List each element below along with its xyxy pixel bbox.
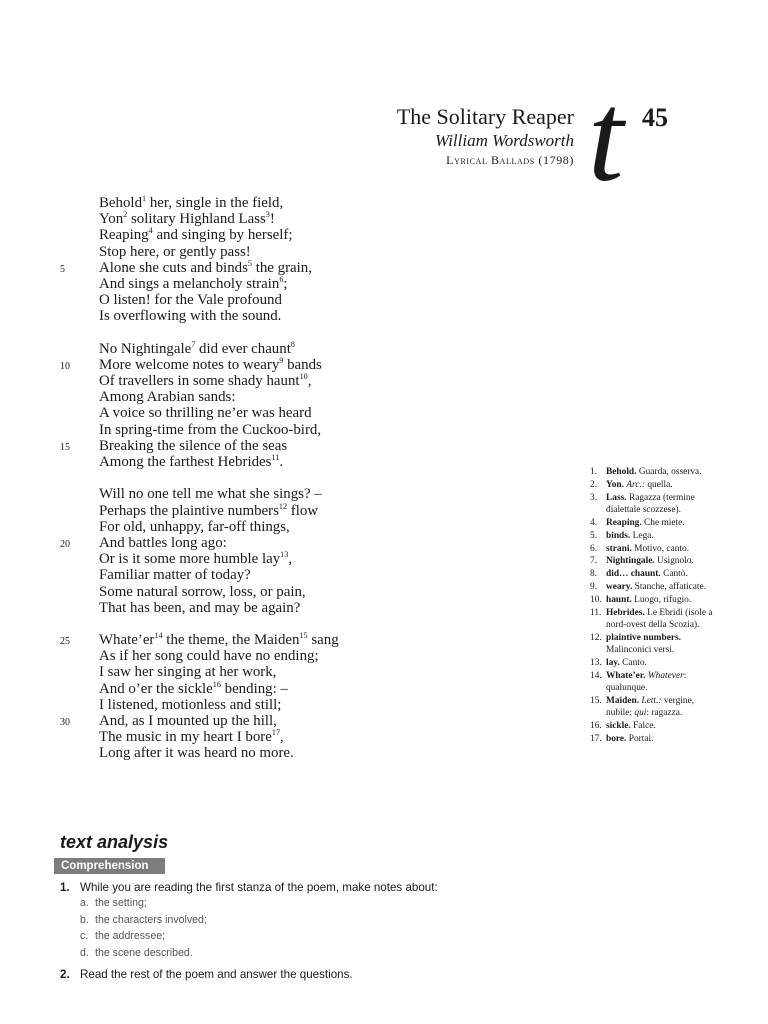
question-1-item bbox=[80, 945, 207, 962]
line-text: Is overflowing with the sound. bbox=[99, 308, 282, 325]
line-text: That has been, and may be again? bbox=[99, 599, 301, 616]
footnote-ref: 4 bbox=[148, 226, 153, 236]
footnote-number: 14. bbox=[590, 670, 602, 681]
footnote-ref: 16 bbox=[212, 679, 221, 689]
footnote-gloss: Che miete. bbox=[641, 517, 685, 528]
poem-line bbox=[99, 503, 539, 519]
footnote-ref: 8 bbox=[290, 339, 295, 349]
item-text: the addressee; bbox=[95, 930, 166, 942]
line-text: Familiar matter of today? bbox=[99, 567, 251, 584]
poem-line bbox=[99, 292, 539, 308]
footnote-headword: bore. bbox=[606, 733, 627, 744]
poem-line bbox=[99, 519, 539, 535]
poem-line bbox=[99, 308, 539, 324]
line-text: No Nightingale bbox=[99, 340, 192, 357]
footnote bbox=[590, 670, 716, 694]
poem-line bbox=[99, 567, 539, 583]
footnote-body bbox=[606, 466, 716, 478]
line-text: The music in my heart I bore bbox=[99, 729, 272, 746]
line-text: . bbox=[279, 454, 284, 470]
question-1 bbox=[60, 880, 438, 895]
footnote-gloss: Lega. bbox=[630, 530, 654, 541]
poem-body bbox=[60, 194, 539, 762]
footnote-number: 12. bbox=[590, 632, 602, 643]
footnote-headword: sickle. bbox=[606, 720, 631, 731]
line-text: I saw her singing at her work, bbox=[99, 664, 277, 681]
item-letter: c. bbox=[80, 930, 89, 942]
line-text: ! bbox=[269, 211, 275, 228]
footnote-ref: 13 bbox=[280, 550, 289, 560]
footnote-ref: 17 bbox=[271, 728, 281, 738]
section-title bbox=[60, 830, 168, 854]
footnote-body bbox=[606, 657, 716, 669]
footnote-gloss: quella. bbox=[644, 479, 673, 490]
line-text: sang bbox=[307, 632, 339, 649]
footnote bbox=[590, 581, 716, 593]
footnote bbox=[590, 555, 716, 567]
section-title-analysis: analysis bbox=[97, 832, 169, 852]
footnote-body bbox=[606, 568, 716, 580]
footnote bbox=[590, 632, 716, 656]
line-text: Perhaps the plaintive numbers bbox=[99, 502, 279, 519]
footnote-headword: Hebrides. bbox=[606, 608, 645, 618]
footnote-ref: 6 bbox=[279, 274, 284, 284]
question-2-number: 2. bbox=[60, 968, 70, 981]
line-text: Or is it some more humble lay bbox=[99, 551, 281, 568]
poem-line bbox=[99, 276, 539, 292]
footnote-gloss: Portai. bbox=[626, 733, 654, 744]
footnote bbox=[590, 466, 716, 478]
poem-line bbox=[60, 355, 539, 373]
question-2 bbox=[60, 967, 353, 982]
footnote-body bbox=[606, 555, 716, 567]
line-text: Behold bbox=[99, 195, 143, 211]
footnote-body bbox=[606, 607, 716, 631]
line-text: Stop here, or gently pass! bbox=[99, 243, 251, 260]
poem-line bbox=[99, 745, 539, 761]
item-text: the setting; bbox=[95, 897, 147, 909]
footnote-gloss: Whatever bbox=[647, 670, 684, 681]
line-text: Long after it was heard no more. bbox=[99, 745, 294, 762]
footnote bbox=[590, 479, 716, 491]
footnote-headword: Behold. bbox=[606, 467, 637, 477]
footnote-body bbox=[606, 720, 716, 732]
footnote-gloss: : ragazza. bbox=[646, 707, 683, 718]
line-text: Some natural sorrow, loss, or pain, bbox=[99, 583, 306, 600]
footnote-headword: Lass. bbox=[606, 492, 627, 503]
line-text: And sings a melancholy strain bbox=[99, 275, 280, 292]
poem-line bbox=[99, 486, 539, 502]
line-text: A voice so thrilling ne’er was heard bbox=[99, 405, 312, 422]
line-text: Of travellers in some shady haunt bbox=[99, 373, 300, 390]
poem-line bbox=[99, 422, 539, 438]
footnote-body bbox=[606, 543, 716, 555]
line-text: , bbox=[288, 551, 293, 568]
poem-line bbox=[99, 584, 539, 600]
line-text: Alone she cuts and binds bbox=[99, 259, 248, 276]
footnote-ref: 11 bbox=[271, 453, 280, 463]
line-text: And battles long ago: bbox=[99, 534, 227, 551]
footnote bbox=[590, 543, 716, 555]
footnote-ref: 12 bbox=[278, 501, 288, 511]
line-number: 10 bbox=[60, 360, 70, 372]
line-text: bands bbox=[283, 356, 322, 373]
footnote-body bbox=[606, 695, 716, 719]
footnote-gloss: qui bbox=[634, 707, 647, 718]
footnote-body bbox=[606, 733, 716, 745]
footnote bbox=[590, 568, 716, 580]
footnote-body bbox=[606, 517, 716, 529]
poem-line bbox=[99, 697, 539, 713]
footnote-ref: 1 bbox=[142, 194, 147, 204]
footnote-gloss: Guarda, osserva. bbox=[636, 467, 702, 477]
footnote-gloss: Le Ebridi (isole a nord-ovest della Scozia). bbox=[606, 608, 713, 631]
footnote-gloss: Luogo, rifugio. bbox=[631, 595, 692, 606]
line-text: bending: – bbox=[220, 680, 288, 697]
section-title-text: text bbox=[60, 832, 93, 852]
footnote-ref: 10 bbox=[299, 372, 308, 382]
footnote-headword: binds. bbox=[606, 530, 631, 541]
footnote bbox=[590, 733, 716, 745]
poem-title: The Solitary Reaper bbox=[396, 104, 574, 129]
footnote-body bbox=[606, 479, 716, 491]
footnote-number: 4. bbox=[590, 517, 598, 528]
footnote-gloss: Falce. bbox=[630, 720, 656, 731]
footnote-headword: lay. bbox=[606, 657, 620, 668]
poem-line bbox=[60, 258, 539, 276]
poem-line bbox=[99, 405, 539, 421]
footnote-ref: 14 bbox=[154, 631, 163, 641]
line-text: solitary Highland Lass bbox=[127, 211, 266, 228]
footnote bbox=[590, 607, 716, 631]
footnote-gloss: vergine, nubile; bbox=[606, 695, 695, 718]
line-number: 5 bbox=[60, 263, 65, 275]
line-text: O listen! for the Vale profound bbox=[99, 292, 282, 309]
line-text: her, single in the field, bbox=[146, 195, 284, 211]
line-text: Among Arabian sands: bbox=[99, 389, 236, 406]
question-1-item bbox=[80, 895, 207, 912]
poem-line bbox=[99, 389, 539, 405]
poem-line bbox=[99, 211, 539, 227]
stanza-gap bbox=[99, 325, 539, 341]
line-text: ; bbox=[283, 275, 288, 292]
footnote-number: 17. bbox=[590, 733, 602, 744]
line-text: did ever chaunt bbox=[195, 340, 291, 357]
footnote-number: 11. bbox=[590, 608, 602, 618]
line-number: 25 bbox=[60, 636, 70, 648]
footnote-ref: 15 bbox=[299, 631, 308, 641]
poem-line bbox=[99, 454, 539, 470]
poem-line bbox=[99, 664, 539, 680]
poem-line bbox=[99, 551, 539, 567]
footnote-headword: strani. bbox=[606, 543, 632, 554]
poem-line bbox=[99, 648, 539, 664]
footnote bbox=[590, 720, 716, 732]
footnote-number: 8. bbox=[590, 569, 598, 580]
poem-line bbox=[99, 681, 539, 697]
line-text: , bbox=[307, 373, 312, 390]
item-text: the characters involved; bbox=[95, 913, 207, 926]
footnote-gloss: Motivo, canto. bbox=[631, 543, 690, 554]
stanza-gap bbox=[99, 470, 539, 486]
footnote-body bbox=[606, 632, 716, 656]
question-1-items bbox=[80, 895, 207, 961]
footnote bbox=[590, 517, 716, 529]
item-text: the scene described. bbox=[95, 946, 193, 959]
line-text: More welcome notes to weary bbox=[99, 356, 280, 373]
footnote-body bbox=[606, 492, 716, 516]
footnote-headword: Whate’er. bbox=[606, 670, 646, 681]
line-number: 20 bbox=[60, 538, 70, 550]
comprehension-badge: Comprehension bbox=[54, 858, 165, 874]
footnote bbox=[590, 594, 716, 606]
item-letter: d. bbox=[80, 946, 89, 959]
line-text: flow bbox=[287, 502, 319, 519]
line-text: Will no one tell me what she sings? – bbox=[99, 486, 322, 503]
poem-line bbox=[60, 713, 539, 729]
line-text: In spring-time from the Cuckoo-bird, bbox=[99, 421, 322, 438]
footnote-number: 6. bbox=[590, 543, 598, 554]
line-text: the grain, bbox=[251, 259, 312, 276]
question-2-text: Read the rest of the poem and answer the questions. bbox=[80, 968, 353, 981]
poem-line bbox=[99, 729, 539, 745]
line-text: I listened, motionless and still; bbox=[99, 696, 282, 713]
footnote-gloss: Ragazza (termine dialettale scozzese). bbox=[606, 492, 695, 515]
poem-source: Lyrical Ballads (1798) bbox=[446, 153, 574, 167]
poem-line bbox=[99, 244, 539, 260]
footnote-number: 3. bbox=[590, 492, 598, 503]
poem-line bbox=[99, 600, 539, 616]
line-text: Among the farthest Hebrides bbox=[99, 454, 272, 470]
footnote-gloss: : qualunque. bbox=[606, 670, 687, 693]
footnote-number: 15. bbox=[590, 695, 602, 706]
footnote-number: 2. bbox=[590, 479, 598, 490]
item-letter: a. bbox=[80, 897, 89, 909]
footnote-number: 10. bbox=[590, 595, 602, 606]
footnote bbox=[590, 657, 716, 669]
footnote-headword: Maiden. bbox=[606, 695, 640, 706]
footnotes bbox=[590, 466, 716, 746]
poem-line bbox=[99, 227, 539, 243]
footnote-gloss: Usignolo. bbox=[654, 556, 694, 567]
line-text: Reaping bbox=[99, 227, 149, 244]
footnote-ref: 9 bbox=[279, 355, 284, 365]
line-text: Breaking the silence of the seas bbox=[99, 437, 288, 454]
question-1-item bbox=[80, 928, 207, 945]
footnote-ref: 5 bbox=[247, 258, 252, 268]
footnote-number: 9. bbox=[590, 582, 598, 593]
footnote-headword: plaintive numbers. bbox=[606, 632, 682, 643]
footnote-gloss: Cantò. bbox=[660, 569, 688, 580]
question-1-item bbox=[80, 912, 207, 929]
footnote-ref: 7 bbox=[191, 339, 196, 349]
question-1-number: 1. bbox=[60, 881, 70, 894]
poem-author: William Wordsworth bbox=[434, 131, 574, 150]
stanza-gap bbox=[99, 616, 539, 632]
footnote-ref: 3 bbox=[265, 210, 270, 220]
line-text: As if her song could have no ending; bbox=[99, 648, 319, 665]
footnote bbox=[590, 695, 716, 719]
footnote-gloss: Canto. bbox=[619, 657, 647, 668]
footnote-gloss: Malinconici versi. bbox=[606, 645, 675, 656]
footnote bbox=[590, 530, 716, 542]
line-text: , bbox=[280, 729, 284, 746]
item-letter: b. bbox=[80, 913, 89, 926]
footnote-number: 7. bbox=[590, 556, 598, 567]
footnote-body bbox=[606, 670, 716, 694]
line-text: And o’er the sickle bbox=[99, 680, 213, 697]
footnote-headword: Yon. bbox=[606, 479, 624, 490]
footnote-number: 13. bbox=[590, 657, 602, 668]
line-number: 15 bbox=[60, 441, 70, 453]
footnote-number: 5. bbox=[590, 530, 598, 541]
footnote-gloss: Lett.: bbox=[641, 695, 662, 706]
footnote-headword: Reaping. bbox=[606, 517, 642, 528]
poem-line bbox=[99, 341, 539, 357]
footnote-gloss: Stanche, affaticate. bbox=[632, 582, 707, 593]
footnote-body bbox=[606, 594, 716, 606]
footnote-headword: haunt. bbox=[606, 595, 632, 606]
question-1-text: While you are reading the first stanza of the poem, make notes about: bbox=[80, 881, 438, 894]
footnote-body bbox=[606, 530, 716, 542]
poem-line bbox=[60, 631, 539, 649]
line-text: and singing by herself; bbox=[152, 227, 293, 244]
footnote-headword: weary. bbox=[606, 582, 633, 593]
poem-line bbox=[60, 437, 539, 454]
footnote-headword: Nightingale. bbox=[606, 556, 655, 567]
line-text: Whate’er bbox=[99, 632, 155, 649]
line-text: the theme, the Maiden bbox=[162, 632, 300, 649]
line-text: And, as I mounted up the hill, bbox=[99, 713, 277, 729]
poem-line bbox=[99, 373, 539, 389]
footnote-gloss: Arc.: bbox=[626, 479, 645, 490]
line-text: Yon bbox=[99, 211, 124, 228]
line-text: For old, unhappy, far-off things, bbox=[99, 518, 290, 535]
text-number: 45 bbox=[642, 103, 668, 132]
footnote-headword: did… chaunt. bbox=[606, 569, 661, 580]
footnote-number: 16. bbox=[590, 720, 602, 731]
line-number: 30 bbox=[60, 717, 70, 728]
poem-line bbox=[99, 195, 539, 211]
footnote-ref: 2 bbox=[123, 210, 128, 220]
footnote-body bbox=[606, 581, 716, 593]
section-letter: t bbox=[588, 66, 624, 208]
footnote bbox=[590, 492, 716, 516]
footnote-number: 1. bbox=[590, 467, 598, 477]
poem-line bbox=[60, 534, 539, 551]
